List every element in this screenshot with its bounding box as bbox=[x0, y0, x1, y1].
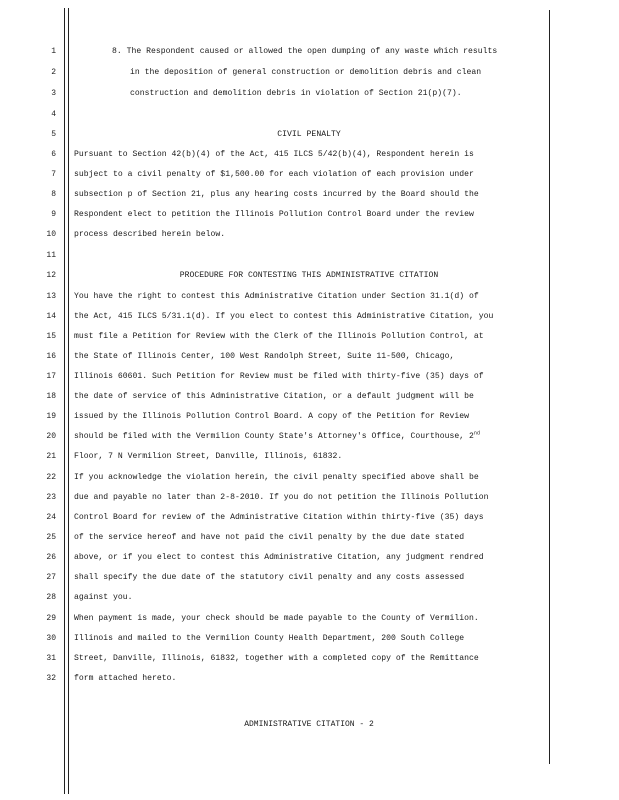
left-margin-rule-inner bbox=[68, 8, 69, 794]
ordinal-superscript: nd bbox=[473, 430, 480, 437]
procedure-line: Illinois 60601. Such Petition for Review must be filed with thirty-five (35) days of bbox=[74, 372, 484, 381]
line-number: 5 bbox=[51, 130, 56, 139]
payment-due-line: Control Board for review of the Administrative Citation within thirty-five (35) days bbox=[74, 513, 484, 522]
line-number: 28 bbox=[46, 593, 56, 602]
procedure-line: Floor, 7 N Vermilion Street, Danville, Illinois, 61832. bbox=[74, 452, 343, 461]
payment-instruction-line: Street, Danville, Illinois, 61832, together with a completed copy of the Remittance bbox=[74, 654, 479, 663]
payment-due-line: against you. bbox=[74, 593, 133, 602]
line-number: 21 bbox=[46, 452, 56, 461]
procedure-line: the date of service of this Administrative Citation, or a default judgment will be bbox=[74, 392, 474, 401]
civil-penalty-heading: CIVIL PENALTY bbox=[277, 130, 341, 139]
line-number: 22 bbox=[46, 473, 56, 482]
line-number: 20 bbox=[46, 432, 56, 441]
procedure-line-20-text: should be filed with the Vermilion County State's Attorney's Office, Courthouse, 2 bbox=[74, 432, 474, 441]
right-margin-rule bbox=[549, 10, 550, 764]
procedure-line: You have the right to contest this Administrative Citation under Section 31.1(d) of bbox=[74, 292, 479, 301]
line-number: 25 bbox=[46, 533, 56, 542]
payment-instruction-line: Illinois and mailed to the Vermilion County Health Department, 200 South College bbox=[74, 634, 465, 643]
line-number: 15 bbox=[46, 332, 56, 341]
civil-penalty-line: Respondent elect to petition the Illinois Pollution Control Board under the review bbox=[74, 210, 474, 219]
line-number: 11 bbox=[46, 251, 56, 260]
line-number: 10 bbox=[46, 230, 56, 239]
payment-due-line: If you acknowledge the violation herein, the civil penalty specified above shall be bbox=[74, 473, 479, 482]
line-number: 7 bbox=[51, 170, 56, 179]
line-number: 26 bbox=[46, 553, 56, 562]
paragraph-8-line-3: construction and demolition debris in violation of Section 21(p)(7). bbox=[130, 89, 462, 98]
procedure-heading: PROCEDURE FOR CONTESTING THIS ADMINISTRATIVE CITATION bbox=[179, 271, 439, 280]
paragraph-8-line-2: in the deposition of general construction or demolition debris and clean bbox=[130, 68, 482, 77]
procedure-line-20 bbox=[74, 432, 480, 442]
line-number: 29 bbox=[46, 614, 56, 623]
line-number: 4 bbox=[51, 110, 56, 119]
line-number: 6 bbox=[51, 150, 56, 159]
line-number: 2 bbox=[51, 68, 56, 77]
payment-instruction-line: form attached hereto. bbox=[74, 674, 177, 683]
line-number: 1 bbox=[51, 47, 56, 56]
payment-due-line: of the service hereof and have not paid the civil penalty by the due date stated bbox=[74, 533, 465, 542]
line-number: 17 bbox=[46, 372, 56, 381]
line-number: 16 bbox=[46, 352, 56, 361]
line-number: 24 bbox=[46, 513, 56, 522]
left-margin-rule-outer bbox=[64, 8, 65, 794]
line-number: 13 bbox=[46, 292, 56, 301]
line-number: 8 bbox=[51, 190, 56, 199]
page-footer: ADMINISTRATIVE CITATION - 2 bbox=[244, 720, 374, 729]
procedure-line: the Act, 415 ILCS 5/31.1(d). If you elect to contest this Administrative Citation, you bbox=[74, 312, 494, 321]
civil-penalty-line: process described herein below. bbox=[74, 230, 226, 239]
civil-penalty-line: subject to a civil penalty of $1,500.00 for each violation of each provision under bbox=[74, 170, 474, 179]
civil-penalty-line: subsection p of Section 21, plus any hearing costs incurred by the Board should the bbox=[74, 190, 479, 199]
line-number: 12 bbox=[46, 271, 56, 280]
line-number: 32 bbox=[46, 674, 56, 683]
payment-instruction-line: When payment is made, your check should be made payable to the County of Vermilion. bbox=[74, 614, 479, 623]
line-number: 14 bbox=[46, 312, 56, 321]
line-number: 3 bbox=[51, 89, 56, 98]
line-number: 9 bbox=[51, 210, 56, 219]
procedure-line: the State of Illinois Center, 100 West Randolph Street, Suite 11-500, Chicago, bbox=[74, 352, 455, 361]
line-number: 30 bbox=[46, 634, 56, 643]
line-number: 27 bbox=[46, 573, 56, 582]
line-number: 18 bbox=[46, 392, 56, 401]
line-number: 31 bbox=[46, 654, 56, 663]
line-number: 23 bbox=[46, 493, 56, 502]
procedure-line: must file a Petition for Review with the Clerk of the Illinois Pollution Control, at bbox=[74, 332, 484, 341]
civil-penalty-line: Pursuant to Section 42(b)(4) of the Act, 415 ILCS 5/42(b)(4), Respondent herein is bbox=[74, 150, 474, 159]
payment-due-line: above, or if you elect to contest this Administrative Citation, any judgment rendred bbox=[74, 553, 484, 562]
line-number: 19 bbox=[46, 412, 56, 421]
payment-due-line: shall specify the due date of the statutory civil penalty and any costs assessed bbox=[74, 573, 465, 582]
paragraph-8-line-1: 8. The Respondent caused or allowed the open dumping of any waste which results bbox=[112, 47, 498, 56]
procedure-line: issued by the Illinois Pollution Control Board. A copy of the Petition for Review bbox=[74, 412, 470, 421]
payment-due-line: due and payable no later than 2-8-2010. If you do not petition the Illinois Pollution bbox=[74, 493, 489, 502]
